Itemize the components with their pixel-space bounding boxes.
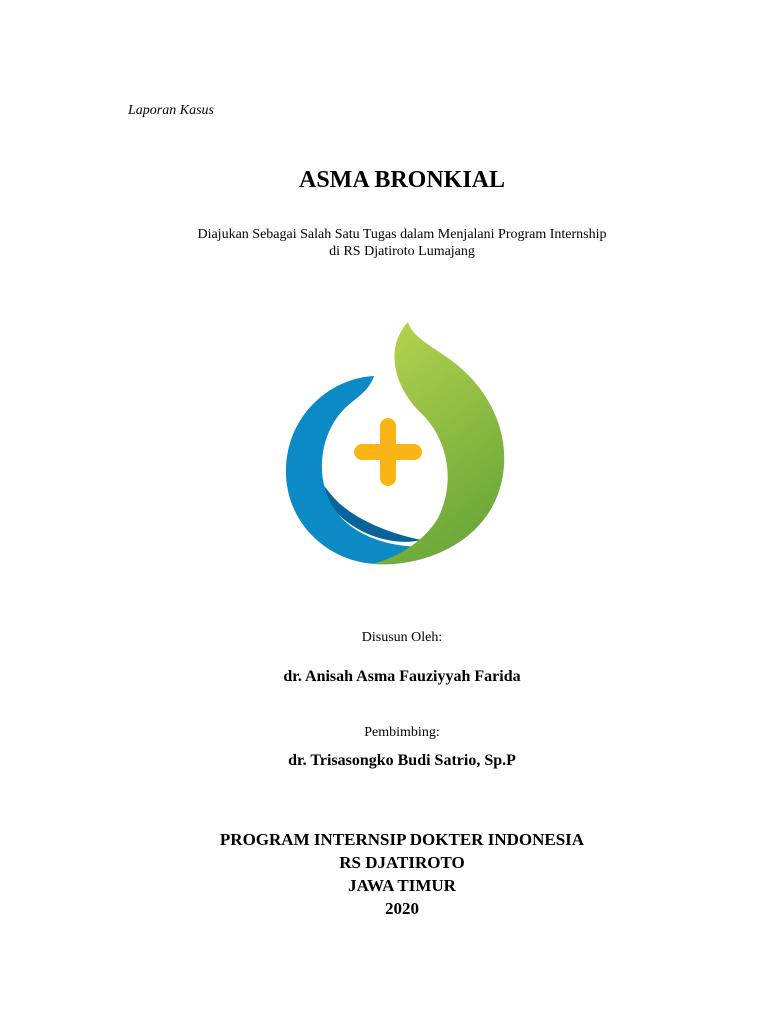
author-label: Disusun Oleh: (361, 630, 443, 645)
subtitle-line-1: Diajukan Sebagai Salah Satu Tugas dalam Menjalani Program Internship (197, 227, 607, 242)
hospital-logo-icon (272, 318, 520, 570)
footer-program: PROGRAM INTERNSIP DOKTER INDONESIA (219, 830, 585, 849)
supervisor-name: dr. Trisasongko Budi Satrio, Sp.P (288, 752, 516, 769)
footer-year: 2020 (385, 899, 419, 918)
subtitle-line-2: di RS Djatiroto Lumajang (329, 244, 475, 259)
author-name: dr. Anisah Asma Fauziyyah Farida (283, 668, 521, 685)
footer-hospital: RS DJATIROTO (339, 853, 465, 872)
report-type-label: Laporan Kasus (128, 103, 214, 118)
footer-region: JAWA TIMUR (348, 876, 456, 895)
document-title: ASMA BRONKIAL (298, 167, 506, 193)
supervisor-label: Pembimbing: (364, 725, 440, 740)
logo-cross (354, 418, 422, 486)
